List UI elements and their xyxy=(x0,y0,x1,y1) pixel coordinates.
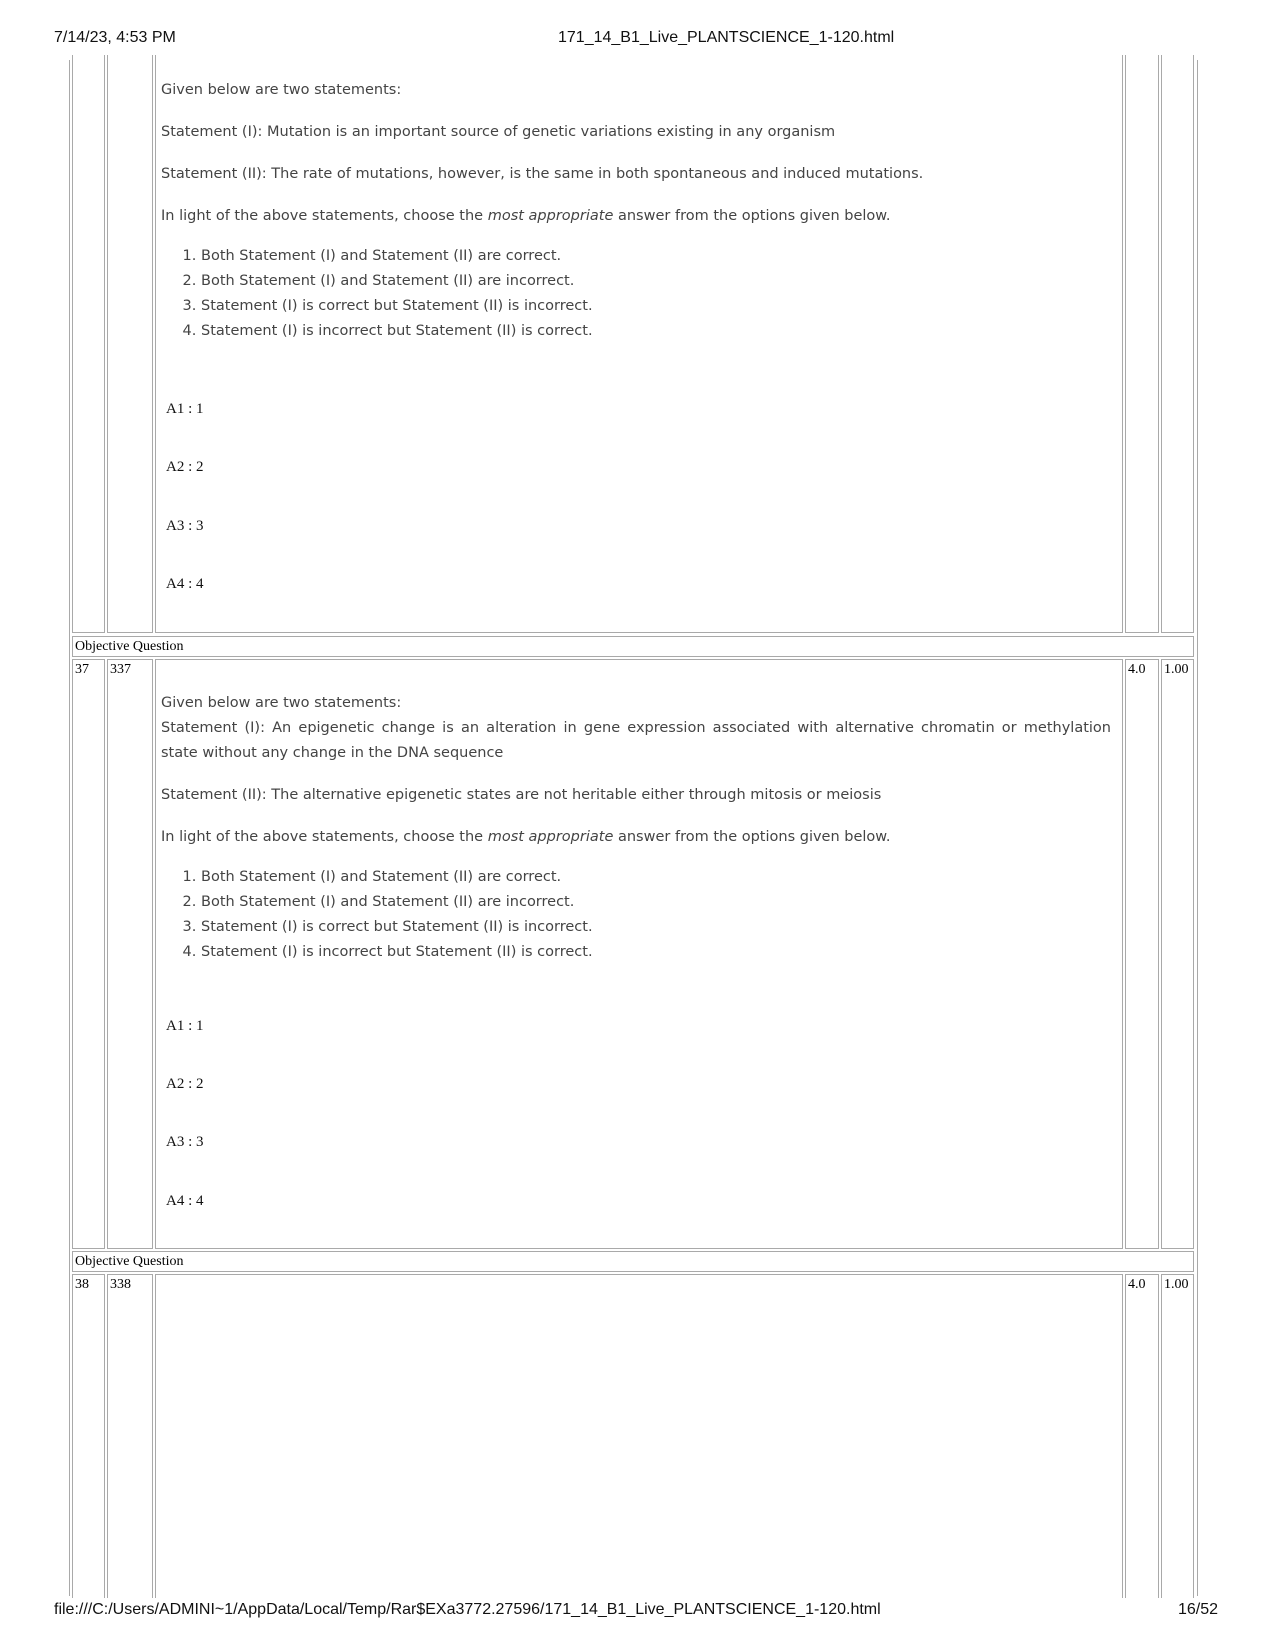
q37-serial-cell: 37 xyxy=(72,659,105,1249)
q37-negative-cell: 1.00 xyxy=(1161,659,1194,1249)
section-label-1: Objective Question xyxy=(75,639,184,654)
table-outer-left-border xyxy=(69,60,70,1596)
q36-intro: Given below are two statements: xyxy=(161,82,402,98)
q38-marks-cell: 4.0 xyxy=(1125,1274,1159,1598)
q37-answer-4: A4 : 4 xyxy=(166,1193,204,1209)
q37-instruction: In light of the above statements, choose the most appropriate answer from the options given below. xyxy=(161,829,891,845)
q36-question-body xyxy=(161,78,1111,344)
q36-marks-cell xyxy=(1125,55,1159,633)
q36-choices xyxy=(161,244,1111,344)
q36-choice-2: 2. Both Statement (I) and Statement (II) are incorrect. xyxy=(201,269,1111,294)
q36-answer-4: A4 : 4 xyxy=(166,576,204,592)
q37-intro: Given below are two statements: xyxy=(161,695,402,711)
q36-id-cell xyxy=(107,55,153,633)
q37-answer-3: A3 : 3 xyxy=(166,1134,204,1150)
q37-question-body xyxy=(161,691,1111,965)
q37-answer-2: A2 : 2 xyxy=(166,1076,204,1092)
q37-choice-4: 4. Statement (I) is incorrect but Statement (II) is correct. xyxy=(201,940,1111,965)
q36-choice-1: 1. Both Statement (I) and Statement (II) are correct. xyxy=(201,244,1111,269)
q36-answer-2: A2 : 2 xyxy=(166,459,204,475)
q36-statement-2: Statement (II): The rate of mutations, however, is the same in both spontaneous and induced mutations. xyxy=(161,166,924,182)
table-outer-right-border xyxy=(1197,60,1198,1596)
q36-choice-3: 3. Statement (I) is correct but Statement (II) is incorrect. xyxy=(201,294,1111,319)
q37-choice-2: 2. Both Statement (I) and Statement (II) are incorrect. xyxy=(201,890,1111,915)
print-file-path: file:///C:/Users/ADMINI~1/AppData/Local/Temp/Rar$EXa3772.27596/171_14_B1_Live_PLANTSCIENCE_1-120.html xyxy=(54,1601,881,1618)
print-title: 171_14_B1_Live_PLANTSCIENCE_1-120.html xyxy=(558,29,895,46)
q37-answer-1: A1 : 1 xyxy=(166,1018,204,1034)
q38-serial-cell: 38 xyxy=(72,1274,105,1598)
q37-choices xyxy=(161,865,1111,965)
q37-choice-1: 1. Both Statement (I) and Statement (II) are correct. xyxy=(201,865,1111,890)
q36-answer-1: A1 : 1 xyxy=(166,401,204,417)
q38-negative-cell: 1.00 xyxy=(1161,1274,1194,1598)
q37-statement-1: Statement (I): An epigenetic change is an alteration in gene expression associated with alternative chromatin or methylation state without any change in the DNA sequence xyxy=(161,720,1111,761)
q37-id-cell: 337 xyxy=(107,659,153,1249)
q36-instruction: In light of the above statements, choose the most appropriate answer from the options given below. xyxy=(161,208,891,224)
q38-question-cell xyxy=(155,1274,1123,1598)
q37-marks-cell: 4.0 xyxy=(1125,659,1159,1249)
q37-question-cell xyxy=(155,659,1123,1249)
section-label-2: Objective Question xyxy=(75,1254,184,1269)
q36-serial-cell xyxy=(72,55,105,633)
section-label-row-1 xyxy=(72,636,1194,657)
section-label-row-2 xyxy=(72,1251,1194,1272)
q36-answer-3: A3 : 3 xyxy=(166,518,204,534)
q36-question-cell xyxy=(155,55,1123,633)
q37-statement-2: Statement (II): The alternative epigenetic states are not heritable either through mitosis or meiosis xyxy=(161,787,882,803)
q36-statement-1: Statement (I): Mutation is an important source of genetic variations existing in any organism xyxy=(161,124,836,140)
q36-choice-4: 4. Statement (I) is incorrect but Statement (II) is correct. xyxy=(201,319,1111,344)
print-page-number: 16/52 xyxy=(1178,1601,1219,1618)
q38-id-cell: 338 xyxy=(107,1274,153,1598)
q36-negative-cell xyxy=(1161,55,1194,633)
q37-choice-3: 3. Statement (I) is correct but Statement (II) is incorrect. xyxy=(201,915,1111,940)
print-datetime: 7/14/23, 4:53 PM xyxy=(54,29,176,46)
